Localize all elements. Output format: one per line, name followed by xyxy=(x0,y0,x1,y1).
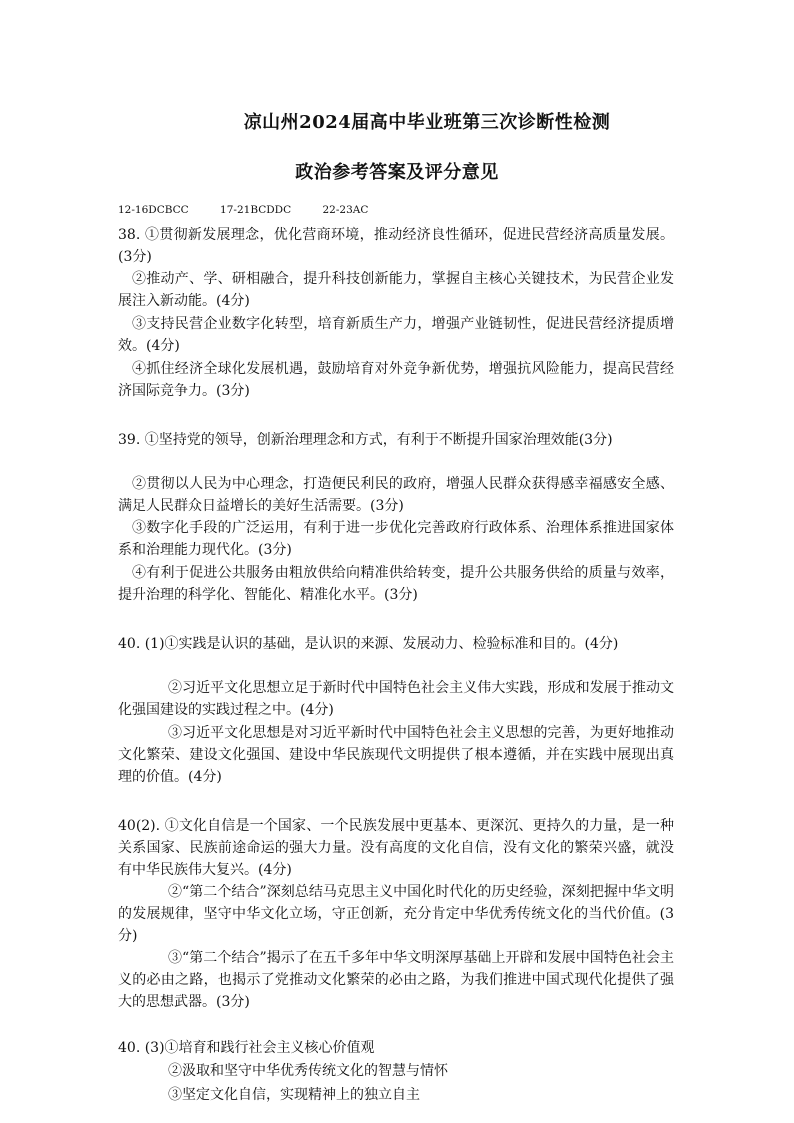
q38-point-1: 38. ①贯彻新发展理念，优化营商环境，推动经济良性循环，促进民营经济高质量发展。(3分) xyxy=(118,227,674,265)
q39-point-2: ②贯彻以人民为中心理念，打造便民利民的政府，增强人民群众获得感幸福感安全感、满足人民群众日益增长的美好生活需要。(3分) xyxy=(118,476,674,514)
document-subtitle: 政治参考答案及评分意见 xyxy=(295,162,499,183)
q40-2-point-3: ③“第二个结合”揭示了在五千多年中华文明深厚基础上开辟和发展中国特色社会主义的必由之路，也揭示了党推动文化繁荣的必由之路，为我们推进中国式现代化提供了强大的思想武器。(3分) xyxy=(118,950,674,1010)
document-title: 凉山州2024届高中毕业班第三次诊断性检测 xyxy=(243,112,611,133)
q39-point-1: 39. ①坚持党的领导，创新治理理念和方式，有利于不断提升国家治理效能(3分) xyxy=(118,432,613,448)
q40-1-point-3: ③习近平文化思想是对习近平新时代中国特色社会主义思想的完善，为更好地推动文化繁荣、建设文化强国、建设中华民族现代文明提供了根本遵循，并在实践中展现出真理的价值。(4分) xyxy=(118,725,674,785)
q40-2-point-1: 40(2). ①文化自信是一个国家、一个民族发展中更基本、更深沉、更持久的力量，是一种关系国家、民族前途命运的强大力量。没有高度的文化自信，没有文化的繁荣兴盛，就没有中华民族伟大复兴。(4分) xyxy=(118,818,674,878)
mc-answers-17-21: 17-21BCDDC xyxy=(220,204,292,216)
q39-point-3: ③数字化手段的广泛运用，有利于进一步优化完善政府行政体系、治理体系推进国家体系和治理能力现代化。(3分) xyxy=(118,520,674,558)
q40-3-point-2: ②汲取和坚守中华优秀传统文化的智慧与情怀 xyxy=(168,1063,448,1079)
multiple-choice-answers xyxy=(118,204,396,216)
q40-3-point-1: 40. (3)①培育和践行社会主义核心价值观 xyxy=(118,1040,375,1056)
q40-1-point-2: ②习近平文化思想立足于新时代中国特色社会主义伟大实践，形成和发展于推动文化强国建设的实践过程之中。(4分) xyxy=(118,680,674,718)
q38-point-4: ④抓住经济全球化发展机遇，鼓励培育对外竞争新优势，增强抗风险能力，提高民营经济国际竞争力。(3分) xyxy=(118,361,674,399)
q38-point-3: ③支持民营企业数字化转型，培育新质生产力，增强产业链韧性，促进民营经济提质增效。(4分) xyxy=(118,316,674,354)
mc-answers-22-23: 22-23AC xyxy=(322,204,369,216)
q40-3-point-3: ③坚定文化自信，实现精神上的独立自主 xyxy=(168,1087,420,1103)
mc-answers-12-16: 12-16DCBCC xyxy=(118,204,189,216)
q40-1-point-1: 40. (1)①实践是认识的基础，是认识的来源、发展动力、检验标准和目的。(4分) xyxy=(118,636,619,652)
q38-point-2: ②推动产、学、研相融合，提升科技创新能力，掌握自主核心关键技术，为民营企业发展注入新动能。(4分) xyxy=(118,271,674,309)
q40-2-point-2: ②“第二个结合”深刻总结马克思主义中国化时代化的历史经验，深刻把握中华文明的发展规律，坚守中华文化立场，守正创新，充分肯定中华优秀传统文化的当代价值。(3分) xyxy=(118,884,674,944)
q39-point-4: ④有利于促进公共服务由粗放供给向精准供给转变，提升公共服务供给的质量与效率，提升治理的科学化、智能化、精准化水平。(3分) xyxy=(118,565,674,603)
